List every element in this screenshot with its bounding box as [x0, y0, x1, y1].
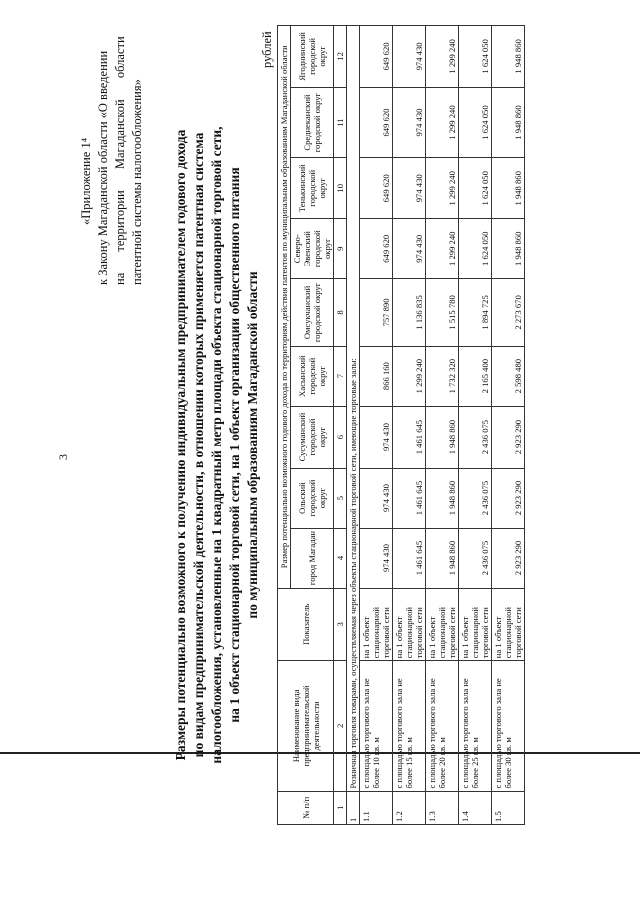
row-value: 974 430 — [360, 406, 393, 468]
row-indicator: на 1 объект стационарной торговой сети — [360, 588, 393, 661]
col-header-number: № п/п — [278, 791, 334, 824]
row-indicator: на 1 объект стационарной торговой сети — [492, 588, 525, 661]
row-value: 1 461 645 — [393, 468, 426, 528]
row-value: 1 299 240 — [426, 26, 459, 88]
col-header-activity: Наименование вида предпринимательской деятельности — [278, 661, 334, 791]
row-value: 1 948 860 — [426, 406, 459, 468]
row-number: 1.5 — [492, 791, 525, 824]
row-value: 1 624 050 — [459, 219, 492, 279]
table-row — [393, 26, 426, 825]
row-value: 974 430 — [393, 26, 426, 88]
col-header-district: Омсукчанский городской округ — [291, 279, 334, 346]
row-value: 974 430 — [393, 219, 426, 279]
row-value: 1 948 860 — [492, 26, 525, 88]
row-activity: с площадью торгового зала не более 30 кв. м — [492, 661, 525, 791]
column-index: 9 — [334, 219, 347, 279]
row-value: 2 598 480 — [492, 346, 525, 406]
row-value: 649 620 — [360, 158, 393, 219]
col-header-group: Размер потенциально возможного годового дохода по территориям действия патентов по муниципальным образованиям Магаданской области — [278, 26, 291, 589]
row-value: 1 299 240 — [426, 87, 459, 158]
appendix-note — [78, 35, 146, 285]
row-value: 2 436 075 — [459, 528, 492, 588]
row-value: 2 436 075 — [459, 406, 492, 468]
page-number: 3 — [56, 454, 70, 460]
row-value: 974 430 — [360, 528, 393, 588]
table-row — [492, 26, 525, 825]
row-value: 1 948 860 — [426, 528, 459, 588]
row-value: 2 436 075 — [459, 468, 492, 528]
heading-line: по муниципальным образованиям Магаданской области — [245, 271, 260, 619]
row-value: 974 430 — [393, 158, 426, 219]
row-value: 2 923 290 — [492, 468, 525, 528]
col-header-district: Среднеканский городской округ — [291, 87, 334, 158]
row-activity: с площадью торгового зала не более 25 кв. м — [459, 661, 492, 791]
column-index: 3 — [334, 588, 347, 661]
column-index: 12 — [334, 26, 347, 88]
table-row — [360, 26, 393, 825]
row-number: 1.3 — [426, 791, 459, 824]
row-value: 757 890 — [360, 279, 393, 346]
column-index: 4 — [334, 528, 347, 588]
row-value: 1 299 240 — [426, 158, 459, 219]
row-value: 649 620 — [360, 26, 393, 88]
row-value: 1 624 050 — [459, 158, 492, 219]
col-header-indicator: Показатель — [278, 588, 334, 661]
row-value: 1 136 835 — [393, 279, 426, 346]
column-index: 8 — [334, 279, 347, 346]
column-index: 5 — [334, 468, 347, 528]
section-number: 1 — [347, 791, 360, 824]
column-index: 1 — [334, 791, 347, 824]
col-header-district: Хасынский городской округ — [291, 346, 334, 406]
col-header-district: Северо-Эвенский городской округ — [291, 219, 334, 279]
row-indicator: на 1 объект стационарной торговой сети — [426, 588, 459, 661]
row-value: 2 923 290 — [492, 528, 525, 588]
appendix-line: «Приложение 1⁴ — [79, 137, 93, 225]
row-value: 1 515 780 — [426, 279, 459, 346]
row-value: 974 430 — [393, 87, 426, 158]
heading-line: на 1 объект стационарной торговой сети, на 1 объект организации общественного питания — [227, 167, 242, 723]
row-value: 649 620 — [360, 87, 393, 158]
row-activity: с площадью торгового зала не более 15 кв. м — [393, 661, 426, 791]
row-value: 2 165 400 — [459, 346, 492, 406]
row-value: 1 461 645 — [393, 406, 426, 468]
row-value: 1 732 320 — [426, 346, 459, 406]
row-number: 1.2 — [393, 791, 426, 824]
row-value: 1 299 240 — [393, 346, 426, 406]
row-value: 1 461 645 — [393, 528, 426, 588]
column-index: 7 — [334, 346, 347, 406]
row-value: 649 620 — [360, 219, 393, 279]
column-index: 11 — [334, 87, 347, 158]
section-title: Розничная торговля товарами, осуществляемая через объекты стационарной торговой сети, имеющие торговые залы: — [347, 26, 360, 792]
row-activity: с площадью торгового зала не более 20 кв. м — [426, 661, 459, 791]
table-row — [459, 26, 492, 825]
row-indicator: на 1 объект стационарной торговой сети — [459, 588, 492, 661]
row-value: 1 948 860 — [492, 158, 525, 219]
row-value: 1 624 050 — [459, 26, 492, 88]
document-heading — [172, 100, 262, 790]
row-number: 1.1 — [360, 791, 393, 824]
row-value: 2 273 670 — [492, 279, 525, 346]
appendix-line: патентной системы налогообложения» — [130, 79, 144, 285]
appendix-line: к Закону Магаданской области «О введении — [96, 50, 110, 285]
row-indicator: на 1 объект стационарной торговой сети — [393, 588, 426, 661]
row-value: 1 894 725 — [459, 279, 492, 346]
row-value: 1 948 860 — [492, 219, 525, 279]
row-value: 1 299 240 — [426, 219, 459, 279]
row-value: 1 948 860 — [492, 87, 525, 158]
col-header-district: город Магадан — [291, 528, 334, 588]
col-header-district: Тенькинский городской округ — [291, 158, 334, 219]
row-number: 1.4 — [459, 791, 492, 824]
heading-line: налогообложения, установленные на 1 квадратный метр площади объекта стационарной торговой сети, — [209, 126, 224, 764]
col-header-district: Ягоднинский городской округ — [291, 26, 334, 88]
row-value: 2 923 290 — [492, 406, 525, 468]
appendix-line: на территории Магаданской области — [113, 36, 127, 285]
col-header-district: Сусуманский городской округ — [291, 406, 334, 468]
col-header-district: Ольский городской округ — [291, 468, 334, 528]
income-table — [277, 25, 525, 825]
column-index: 2 — [334, 661, 347, 791]
heading-line: Размеры потенциально возможного к получению индивидуальным предпринимателем годового дохода — [173, 129, 188, 761]
row-value: 1 948 860 — [426, 468, 459, 528]
heading-line: по видам предпринимательской деятельности, в отношении которых применяется патентная система — [191, 132, 206, 758]
row-value: 974 430 — [360, 468, 393, 528]
units-label: рублей — [260, 31, 274, 68]
column-index-row — [334, 26, 347, 825]
section-row — [347, 26, 360, 825]
table-row — [426, 26, 459, 825]
row-activity: с площадью торгового зала не более 10 кв. м — [360, 661, 393, 791]
column-index: 6 — [334, 406, 347, 468]
row-value: 866 160 — [360, 346, 393, 406]
row-value: 1 624 050 — [459, 87, 492, 158]
column-index: 10 — [334, 158, 347, 219]
